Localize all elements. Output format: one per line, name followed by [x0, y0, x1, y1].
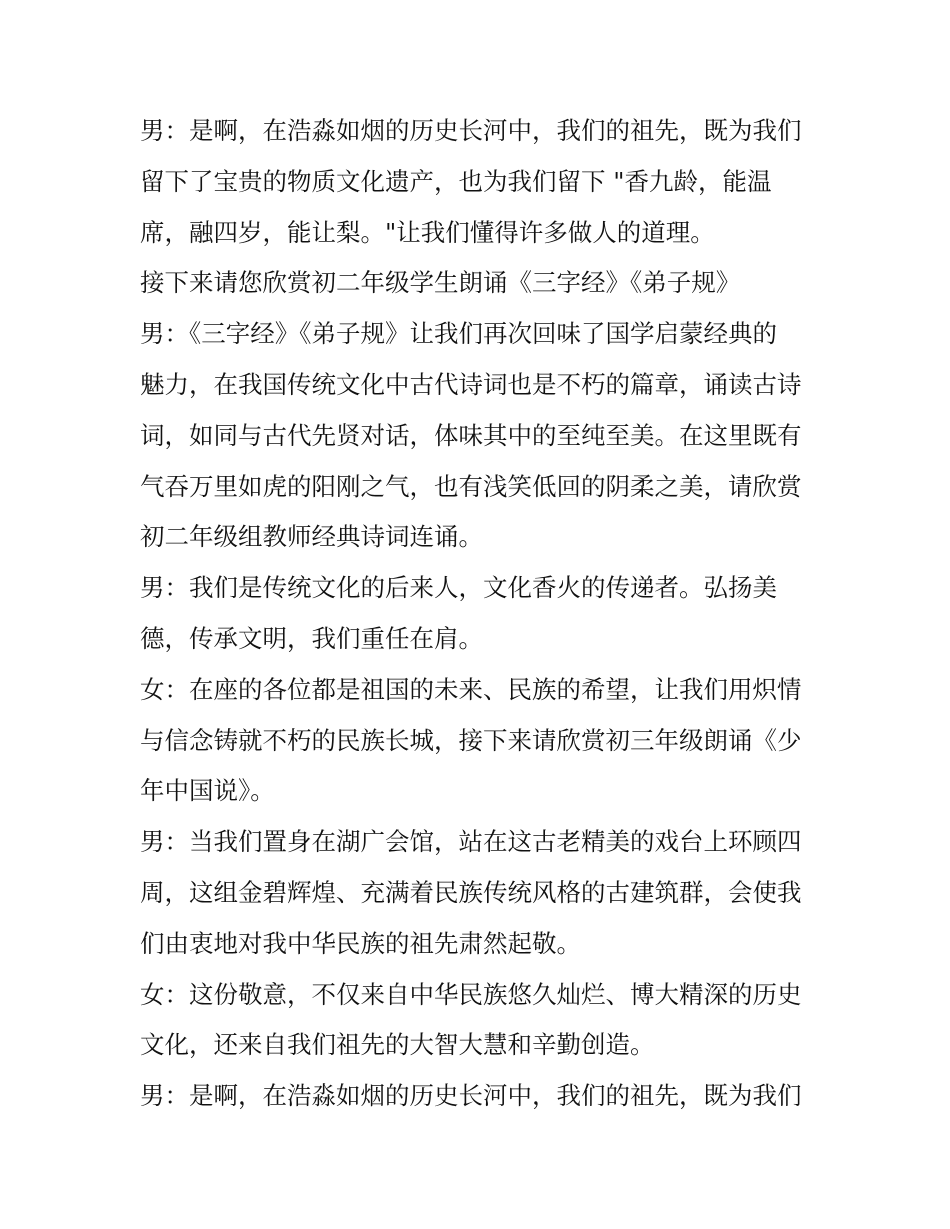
text-line: 们由衷地对我中华民族的祖先肃然起敬。 [140, 928, 581, 958]
text-line: 气吞万里如虎的阳刚之气，也有浅笑低回的阴柔之美，请欣赏 [140, 471, 802, 501]
text-line: 德，传承文明，我们重任在肩。 [140, 623, 483, 653]
text-line: 女：这份敬意，不仅来自中华民族悠久灿烂、博大精深的历史 [140, 979, 802, 1009]
text-line: 女：在座的各位都是祖国的未来、民族的希望，让我们用炽情 [140, 674, 802, 704]
text-line: 接下来请您欣赏初二年级学生朗诵《三字经》《弟子规》 [140, 268, 741, 298]
text-line: 男：是啊，在浩淼如烟的历史长河中，我们的祖先，既为我们 [140, 116, 802, 145]
text-line: 男：《三字经》《弟子规》让我们再次回味了国学启蒙经典的 [140, 319, 777, 349]
text-line: 男：当我们置身在湖广会馆，站在这古老精美的戏台上环顾四 [140, 827, 802, 857]
text-line: 男：是啊，在浩淼如烟的历史长河中，我们的祖先，既为我们 [140, 1081, 802, 1111]
text-line: 魅力，在我国传统文化中古代诗词也是不朽的篇章，诵读古诗 [140, 369, 802, 399]
text-line: 周，这组金碧辉煌、充满着民族传统风格的古建筑群，会使我 [140, 877, 802, 907]
text-line: 年中国说》。 [140, 776, 275, 806]
text-line: 与信念铸就不朽的民族长城，接下来请欣赏初三年级朗诵《少 [140, 725, 802, 755]
text-line: 男：我们是传统文化的后来人，文化香火的传递者。弘扬美 [140, 573, 777, 603]
text-line: 词，如同与古代先贤对话，体味其中的至纯至美。在这里既有 [140, 420, 802, 450]
text-line: 席，融四岁，能让梨。"让我们懂得许多做人的道理。 [140, 217, 715, 247]
document-text [140, 106, 820, 1122]
text-line: 留下了宝贵的物质文化遗产，也为我们留下 "香九龄，能温 [140, 166, 772, 196]
text-line: 初二年级组教师经典诗词连诵。 [140, 522, 483, 552]
text-line: 文化，还来自我们祖先的大智大慧和辛勤创造。 [140, 1030, 655, 1060]
